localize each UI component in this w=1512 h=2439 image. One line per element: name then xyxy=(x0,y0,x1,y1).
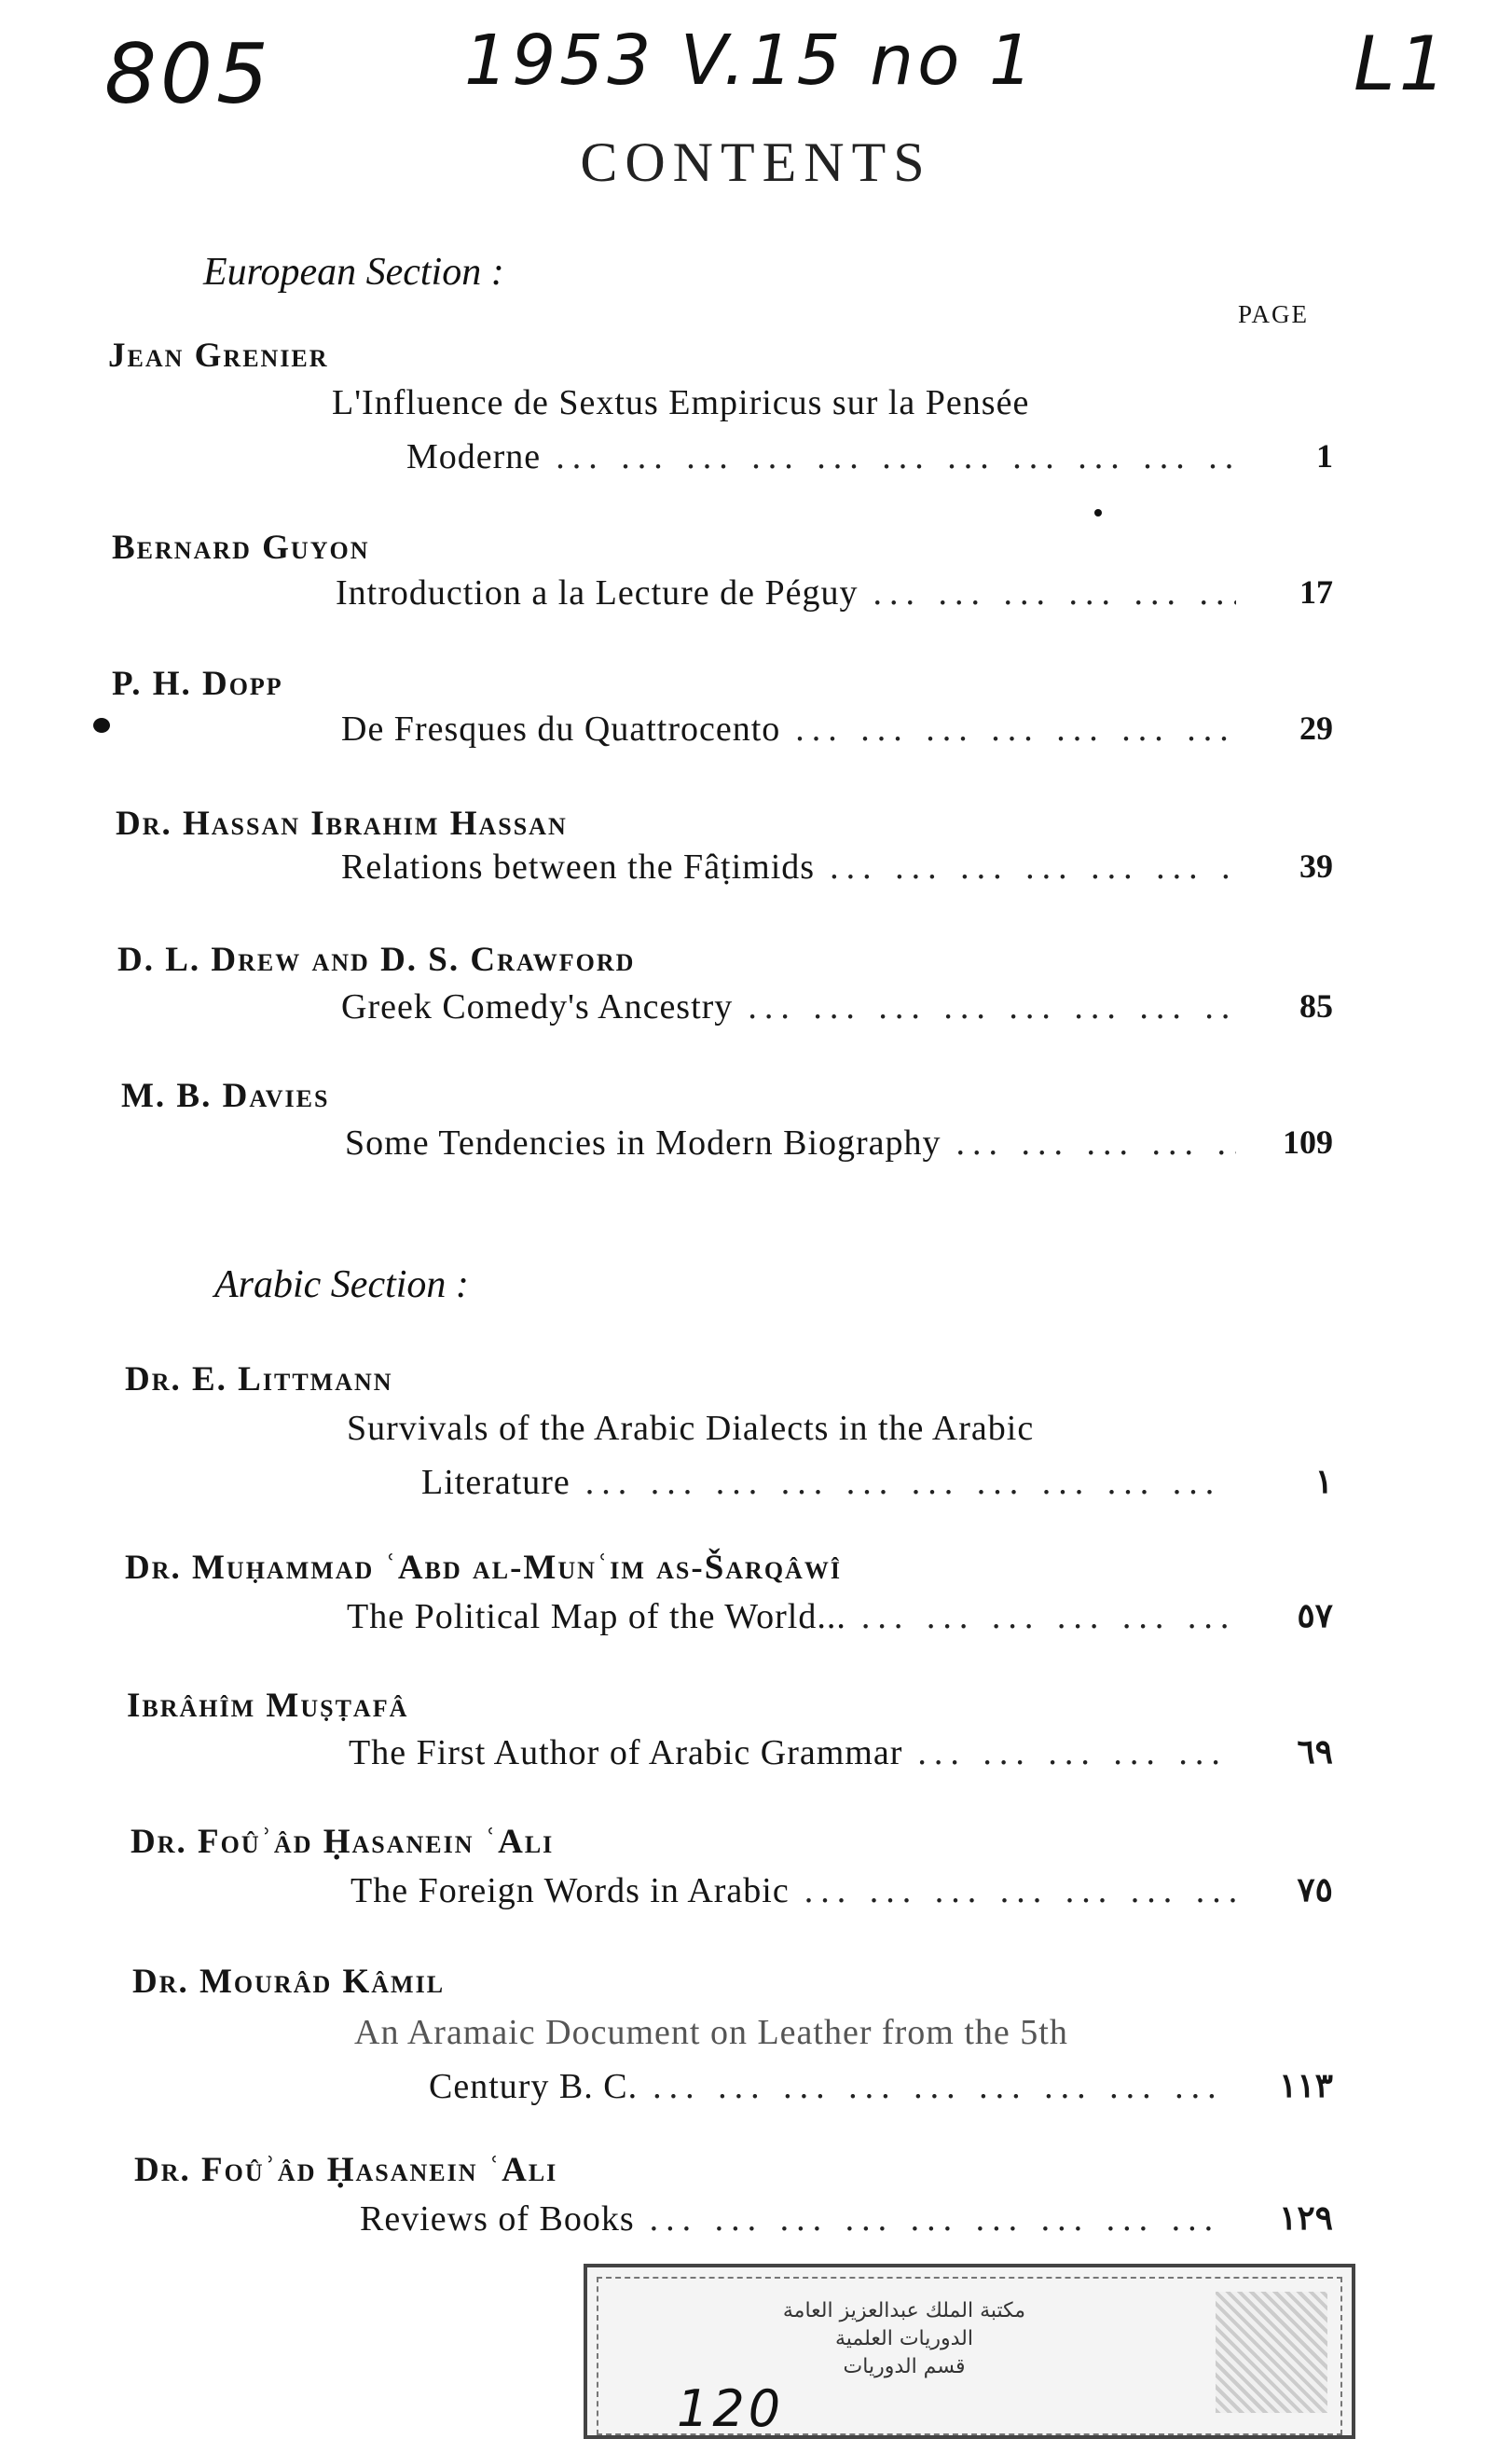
entry-author: M. B. Davies xyxy=(121,1077,330,1115)
entry-page-number: 109 xyxy=(1283,1123,1333,1161)
entry-author: Ibrâhîm Muṣṭafâ xyxy=(127,1687,409,1725)
european-section-heading: European Section : xyxy=(203,251,504,294)
entry-title: The Foreign Words in Arabic xyxy=(351,1871,790,1910)
entry-author: Dr. Foûʾâd Ḥasanein ʿAli xyxy=(131,1823,555,1861)
entry-title-line1: L'Influence de Sextus Empiricus sur la Pensée xyxy=(332,383,1030,422)
entry-page-number: ١١٣ xyxy=(1278,2067,1333,2104)
entry-page-number: ٦٩ xyxy=(1297,1733,1333,1771)
entry-page-number: 85 xyxy=(1299,987,1333,1025)
entry-title-line xyxy=(360,2198,1245,2239)
entry-author: Dr. Hassan Ibrahim Hassan xyxy=(116,805,568,843)
stamp-line: قسم الدوريات xyxy=(843,2355,966,2378)
entry-title-line xyxy=(341,986,1245,1027)
entry-title-line1: An Aramaic Document on Leather from the 5th xyxy=(354,2013,1068,2052)
scan-speck xyxy=(1094,509,1102,517)
entry-page-number: 1 xyxy=(1316,437,1333,475)
entry-title-line xyxy=(347,1596,1245,1637)
entry-author: Dr. Mourâd Kâmil xyxy=(132,1963,446,2001)
entry-author: Bernard Guyon xyxy=(112,529,370,567)
entry-title: Greek Comedy's Ancestry xyxy=(341,987,734,1027)
entry-page-number: 39 xyxy=(1299,847,1333,885)
entry-author: Dr. Muḥammad ʿAbd al-Munʿim as-Šarqâwî xyxy=(125,1549,842,1587)
entry-title: Relations between the Fâṭimids xyxy=(341,847,816,887)
stamp-handwritten-number: 120 xyxy=(677,2379,785,2438)
entry-title: Introduction a la Lecture de Péguy xyxy=(336,573,859,613)
entry-title-line xyxy=(351,1870,1245,1911)
entry-title-line xyxy=(341,847,1245,888)
page-column-label: PAGE xyxy=(1238,300,1310,328)
entry-title: De Fresques du Quattrocento xyxy=(341,710,781,749)
entry-title: Literature xyxy=(421,1463,570,1502)
entry-page-number: 17 xyxy=(1299,573,1333,611)
entry-title-line xyxy=(345,1123,1245,1164)
entry-author: Dr. Foûʾâd Ḥasanein ʿAli xyxy=(134,2151,558,2189)
stamp-seal-icon xyxy=(1216,2292,1327,2413)
entry-page-number: ٥٧ xyxy=(1297,1597,1333,1634)
handwritten-volume-note: 1953 V.15 no 1 xyxy=(464,21,1037,101)
page-title: CONTENTS xyxy=(580,131,932,193)
library-stamp xyxy=(584,2264,1355,2439)
entry-title-line2 xyxy=(406,436,1245,477)
entry-title-line2 xyxy=(421,1462,1245,1503)
stamp-line: الدوريات العلمية xyxy=(834,2327,973,2350)
entry-title: The First Author of Arabic Grammar xyxy=(349,1733,903,1772)
entry-title-line2 xyxy=(429,2066,1245,2107)
entry-page-number: ٧٥ xyxy=(1297,1871,1333,1908)
entry-title-line1: Survivals of the Arabic Dialects in the Arabic xyxy=(347,1409,1035,1448)
entry-page-number: ١ xyxy=(1314,1463,1333,1500)
arabic-section-heading: Arabic Section : xyxy=(214,1263,469,1306)
handwritten-catalog-number: 805 xyxy=(104,26,272,122)
entry-author: P. H. Dopp xyxy=(112,665,283,703)
entry-title: Century B. C. xyxy=(429,2067,639,2106)
entry-title-line xyxy=(349,1732,1245,1773)
scan-speck xyxy=(93,718,110,733)
entry-title: Some Tendencies in Modern Biography xyxy=(345,1123,942,1163)
entry-title: Reviews of Books xyxy=(360,2199,635,2239)
entry-author: Jean Grenier xyxy=(108,337,329,375)
entry-title-line xyxy=(341,709,1245,750)
entry-title-line xyxy=(336,572,1245,613)
stamp-text xyxy=(643,2297,1165,2381)
stamp-line: مكتبة الملك عبدالعزيز العامة xyxy=(782,2299,1026,2322)
entry-author: D. L. Drew and D. S. Crawford xyxy=(117,941,636,979)
entry-author: Dr. E. Littmann xyxy=(125,1360,393,1399)
entry-title: Moderne xyxy=(406,437,542,476)
handwritten-shelf-mark: L1 xyxy=(1354,21,1450,107)
entry-title: The Political Map of the World... xyxy=(347,1597,846,1636)
entry-page-number: ١٢٩ xyxy=(1278,2199,1333,2237)
entry-page-number: 29 xyxy=(1299,710,1333,747)
